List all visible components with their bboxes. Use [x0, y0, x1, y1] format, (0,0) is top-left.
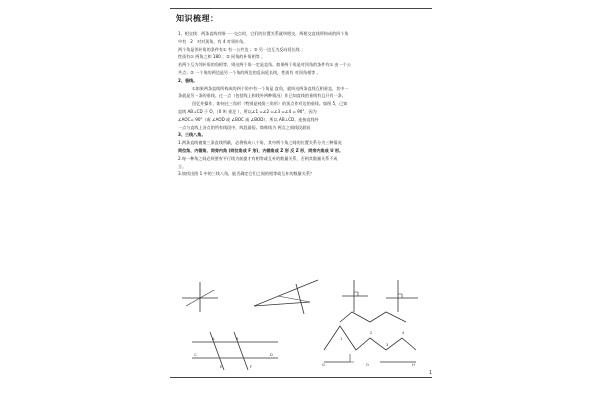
text-line: 中有 2 对对顶角，有 4 对邻补角。	[178, 38, 248, 44]
label-o: O	[366, 363, 369, 367]
top-rule	[170, 8, 432, 9]
figure-crossing-lines	[180, 280, 220, 314]
figure-polyline-paths	[320, 310, 420, 368]
label-3: 3	[386, 343, 389, 347]
label-a: A	[212, 337, 215, 341]
text-line: 一点与直线上各点的所有线段中，线段最短。简称线为 两点之间线段最短	[178, 124, 311, 130]
figure-right-angle	[384, 278, 420, 314]
label-b: B	[236, 337, 239, 341]
label-c: C	[194, 353, 197, 357]
text-line: 两个角是邻补角的条件有① 有一公共边 ；② 另一边互为反向延长线 ；	[178, 46, 306, 52]
text-line: 共点；② 一个角的两边是另一个角的两边的反向延长线，性质有 对顶角相等 。	[178, 69, 321, 75]
text-line: 立。	[178, 163, 187, 169]
figure-perpendicular-angle	[340, 278, 370, 314]
section-heading: 知识梳理：	[176, 13, 219, 23]
label-4: 4	[402, 331, 405, 335]
label-1: 1	[340, 337, 343, 341]
label-e: E	[220, 365, 223, 369]
figure-parallel-transversals	[190, 328, 280, 372]
bottom-rule	[170, 377, 432, 378]
text-line: ①如果两条直线所构成的四个角中有一个角是 直角，就叫这两条直线互相垂直，其中一	[192, 85, 349, 91]
label-h: H	[412, 363, 415, 367]
text-line: 1、相交线：两条直线有唯一一交点时，它们的位置关系就叫相交，两相交直线所构成的四个角	[178, 31, 349, 36]
page-number: 1	[428, 370, 432, 376]
text-line: ∠AOC= 90°（或 ∠AOD 或 ∠BOC 或 ∠BOD），所以 AB⊥CD。连接直线外	[178, 116, 319, 122]
text-line: 3.如找出图 1 中的三线八角，能否确定它们之间的相等或互补的数量关系？	[178, 171, 315, 177]
label-2: 2	[370, 331, 373, 335]
subheading-three-lines: 3、三线八角。	[178, 132, 206, 138]
body-text	[178, 30, 428, 178]
document-page	[170, 8, 432, 392]
text-line: 条就是另一条的垂线。过一点（包括线上和线外两种情况）作已知直线的垂线有且只有一条。	[178, 93, 346, 99]
text-line: 2.每一种角之间必须要有平行线为前提才有相等或互补的数量关系，否则其数量关系不成	[178, 155, 338, 161]
text-line: 直线 AB⊥CD 于 O，（0 叫 垂足 ），所以∠1 =∠2 =∠3 =∠4 = 90°，因为	[178, 108, 317, 114]
label-d: D	[270, 353, 273, 357]
text-line: 回忆并操作，如何过三角形（特别是钝角三角形）的顶点作对边的垂线。如图 5，已知	[192, 101, 348, 107]
label-f: F	[250, 365, 253, 369]
text-line-angle-types: 同位角、内错角、同旁内角 (同位角成 F 形)，内错角成 Z 形 反 Z 形，同旁内角成 U 形。	[178, 147, 344, 153]
label-g: G	[322, 363, 325, 367]
text-line: 若两个互为邻补角的角相等，则这两个角一定是直角。如果两个角是对顶角的条件有① 由一个公	[178, 62, 351, 68]
subheading-perpendicular: 2、垂线。	[178, 77, 198, 83]
text-line: 性质有① 两角之和 180 ；② 同角的补角相等 。	[178, 54, 266, 60]
text-line: 1.两条直线被第三条直线所截，必将构成八个角，其中两个角之间的位置关系分为三种情况	[178, 140, 342, 146]
figure-obtuse-triangle	[248, 276, 328, 316]
